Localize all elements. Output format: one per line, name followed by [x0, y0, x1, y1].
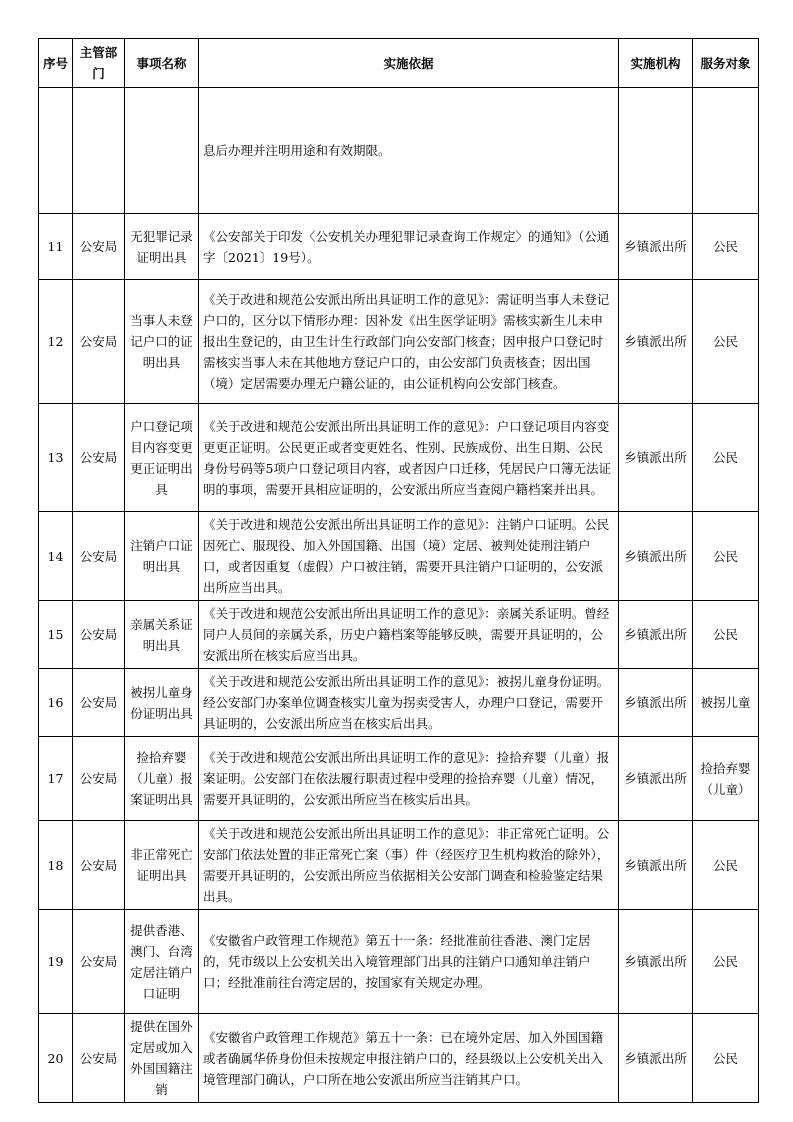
cell-no: 14: [39, 512, 73, 601]
cell-basis: 息后办理并注明用途和有效期限。: [199, 88, 619, 214]
header-name: 事项名称: [125, 39, 199, 88]
continuation-row: [39, 88, 759, 214]
cell-agency: 乡镇派出所: [619, 821, 693, 910]
cell-dept: 公安局: [73, 669, 125, 737]
cell-dept: 公安局: [73, 910, 125, 1014]
cell-agency: 乡镇派出所: [619, 910, 693, 1014]
cell-dept: 公安局: [73, 737, 125, 821]
cell-basis: 《公安部关于印发〈公安机关办理犯罪记录查询工作规定〉的通知》（公通字〔2021〕19号）。: [199, 214, 619, 280]
cell-basis: 《关于改进和规范公安派出所出具证明工作的意见》：捡拾弃婴（儿童）报案证明。公安部门在依法履行职责过程中受理的捡拾弃婴（儿童）情况，需要开具证明的，公安派出所应当在核实后出具。: [199, 737, 619, 821]
table-row: [39, 910, 759, 1014]
cell-agency: 乡镇派出所: [619, 214, 693, 280]
header-target: 服务对象: [693, 39, 759, 88]
table-row: [39, 1014, 759, 1103]
cell-name: 户口登记项目内容变更更正证明出具: [125, 404, 199, 512]
cell-dept: 公安局: [73, 1014, 125, 1103]
cell-name: 当事人未登记户口的证明出具: [125, 280, 199, 404]
cell-no: 17: [39, 737, 73, 821]
cell-agency: 乡镇派出所: [619, 601, 693, 669]
header-dept: 主管部门: [73, 39, 125, 88]
cell-dept: 公安局: [73, 512, 125, 601]
cell-target: 公民: [693, 1014, 759, 1103]
cell-target: 被拐儿童: [693, 669, 759, 737]
cell-target: 公民: [693, 404, 759, 512]
header-agency: 实施机构: [619, 39, 693, 88]
cell-name: 非正常死亡证明出具: [125, 821, 199, 910]
cell-basis: 《关于改进和规范公安派出所出具证明工作的意见》：被拐儿童身份证明。经公安部门办案单位调查核实儿童为拐卖受害人，办理户口登记，需要开具证明的，公安派出所应当在核实后出具。: [199, 669, 619, 737]
cell-no: 19: [39, 910, 73, 1014]
cell-name: 捡拾弃婴（儿童）报案证明出具: [125, 737, 199, 821]
cell-name: 注销户口证明出具: [125, 512, 199, 601]
header-no: 序号: [39, 39, 73, 88]
cell-dept: 公安局: [73, 280, 125, 404]
table-row: [39, 821, 759, 910]
cell-agency: 乡镇派出所: [619, 512, 693, 601]
table-row: [39, 214, 759, 280]
table-row: [39, 404, 759, 512]
table-row: [39, 737, 759, 821]
cell-dept: 公安局: [73, 214, 125, 280]
cell-basis: 《安徽省户政管理工作规范》第五十一条：已在境外定居、加入外国国籍或者确属华侨身份但未按规定申报注销户口的，经县级以上公安机关出入境管理部门确认，户口所在地公安派出所应当注销其户口。: [199, 1014, 619, 1103]
cell-dept: 公安局: [73, 404, 125, 512]
cell-no: 11: [39, 214, 73, 280]
cell-no: 18: [39, 821, 73, 910]
cell-name: 被拐儿童身份证明出具: [125, 669, 199, 737]
cell-no: 13: [39, 404, 73, 512]
cell-target: 公民: [693, 910, 759, 1014]
cell-target: 公民: [693, 601, 759, 669]
cell-agency: [619, 88, 693, 214]
cell-basis: 《关于改进和规范公安派出所出具证明工作的意见》：户口登记项目内容变更更正证明。公民更正或者变更姓名、性别、民族成份、出生日期、公民身份号码等5项户口登记项目内容，或者因户口迁移，凭居民户口簿无法证明的事项，需要开具相应证明的，公安派出所应当查阅户籍档案并出具。: [199, 404, 619, 512]
header-basis: 实施依据: [199, 39, 619, 88]
cell-no: 15: [39, 601, 73, 669]
cell-target: 公民: [693, 280, 759, 404]
cell-no: 12: [39, 280, 73, 404]
cell-name: 无犯罪记录证明出具: [125, 214, 199, 280]
table-row: [39, 280, 759, 404]
cell-basis: 《关于改进和规范公安派出所出具证明工作的意见》：需证明当事人未登记户口的，区分以下情形办理：因补发《出生医学证明》需核实新生儿未申报出生登记的，由卫生计生行政部门向公安部门核查；因申报户口登记时需核实当事人未在其他地方登记户口的，由公安部门负责核查；因出国（境）定居需要办理无户籍公证的，由公证机构向公安部门核查。: [199, 280, 619, 404]
cell-dept: 公安局: [73, 601, 125, 669]
cell-agency: 乡镇派出所: [619, 737, 693, 821]
cell-target: 公民: [693, 512, 759, 601]
cell-name: 提供香港、澳门、台湾定居注销户口证明: [125, 910, 199, 1014]
cell-basis: 《关于改进和规范公安派出所出具证明工作的意见》：非正常死亡证明。公安部门依法处置的非正常死亡案（事）件（经医疗卫生机构救治的除外），需要开具证明的，公安派出所应当依据相关公安部门调查和检验鉴定结果出具。: [199, 821, 619, 910]
cell-no: [39, 88, 73, 214]
cell-basis: 《关于改进和规范公安派出所出具证明工作的意见》：亲属关系证明。曾经同户人员间的亲属关系，历史户籍档案等能够反映，需要开具证明的，公安派出所在核实后应当出具。: [199, 601, 619, 669]
table-row: [39, 512, 759, 601]
table-row: [39, 669, 759, 737]
cell-target: 公民: [693, 821, 759, 910]
cell-name: [125, 88, 199, 214]
cell-name: 亲属关系证明出具: [125, 601, 199, 669]
table-header-row: [39, 39, 759, 88]
table-row: [39, 601, 759, 669]
cell-basis: 《安徽省户政管理工作规范》第五十一条：经批准前往香港、澳门定居的，凭市级以上公安机关出入境管理部门出具的注销户口通知单注销户口；经批准前往台湾定居的，按国家有关规定办理。: [199, 910, 619, 1014]
cell-target: 公民: [693, 214, 759, 280]
cell-no: 20: [39, 1014, 73, 1103]
cell-basis: 《关于改进和规范公安派出所出具证明工作的意见》：注销户口证明。公民因死亡、服现役、加入外国国籍、出国（境）定居、被判处徒刑注销户口，或者因重复（虚假）户口被注销，需要开具注销户口证明的，公安派出所应当出具。: [199, 512, 619, 601]
service-items-table: [38, 38, 759, 1103]
cell-target: [693, 88, 759, 214]
cell-target: 捡拾弃婴（儿童）: [693, 737, 759, 821]
cell-dept: 公安局: [73, 821, 125, 910]
cell-agency: 乡镇派出所: [619, 669, 693, 737]
cell-dept: [73, 88, 125, 214]
cell-agency: 乡镇派出所: [619, 280, 693, 404]
cell-agency: 乡镇派出所: [619, 404, 693, 512]
cell-no: 16: [39, 669, 73, 737]
cell-name: 提供在国外定居或加入外国国籍注销: [125, 1014, 199, 1103]
cell-agency: 乡镇派出所: [619, 1014, 693, 1103]
